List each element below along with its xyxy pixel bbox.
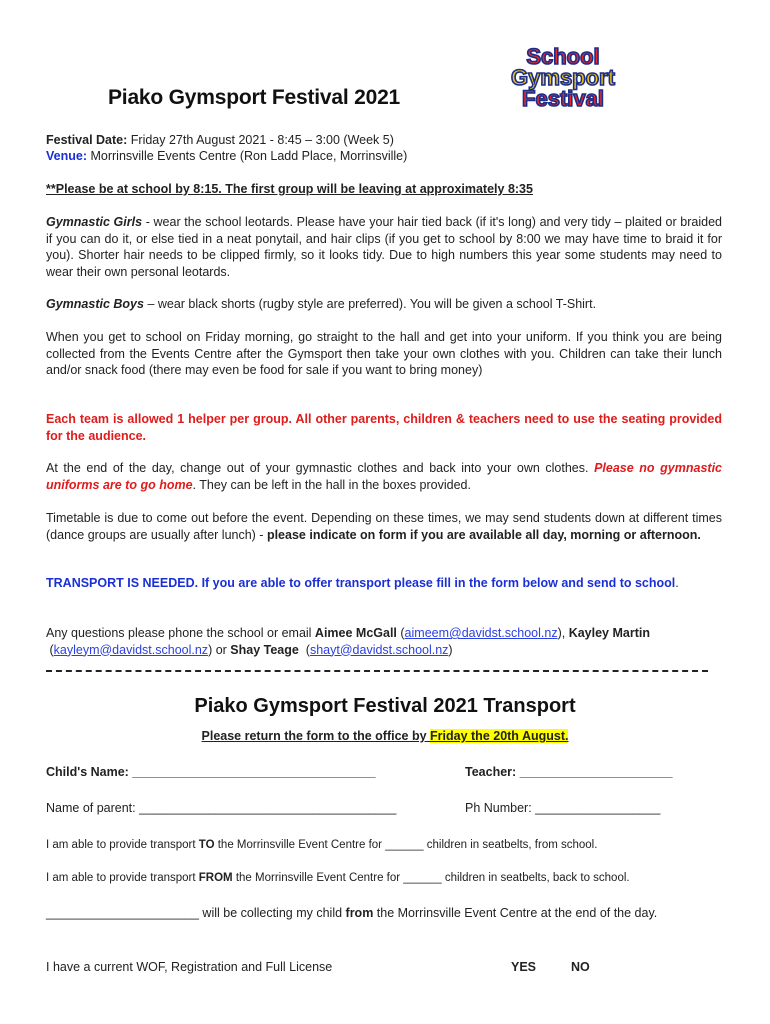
form-instruction [0,728,770,745]
transport-from-line[interactable] [46,870,630,887]
timetable-text: Timetable is due to come out before the event. Depending on these times, we may send students down at different times (dance groups are usually after lunch) - [46,511,722,542]
transport-to-post: the Morrinsville Event Centre for ______ children in seatbelts, from school. [214,839,598,851]
end-of-day-paragraph [46,460,722,493]
venue-value: Morrinsville Events Centre (Ron Ladd Place, Morrinsville) [90,149,408,163]
girls-label: Gymnastic Girls [46,215,143,229]
end-day-text-2: . They can be left in the hall in the boxes provided. [192,477,471,492]
morning-paragraph: When you get to school on Friday morning, go straight to the hall and get into your uniform. If you think you are being collected from the Events Centre after the Gymsport then take your own clothes with you. Children can take their lunch and/or snack food (there may even be food for sale if you want to bring money) [46,330,722,377]
parent-name-field[interactable]: Name of parent: _____________________________________ [46,801,397,815]
timetable-bold: please indicate on form if you are available all day, morning or afternoon. [266,527,701,542]
boys-paragraph [46,296,722,313]
collection-key: from [345,906,374,920]
no-option[interactable]: NO [571,960,590,974]
child-name-field[interactable]: Child's Name: ___________________________________ [46,765,376,779]
collection-post: the Morrinsville Event Centre at the end of the day. [373,906,658,920]
contact-name-1: Aimee McGall [314,626,397,640]
logo-line-3: Festival [522,86,604,110]
form-title: Piako Gymsport Festival 2021 Transport [194,695,576,717]
transport-from-key: FROM [198,872,233,884]
venue-label: Venue: [46,149,87,163]
transport-from-pre: I am able to provide transport [46,872,199,884]
teacher-field[interactable]: Teacher: ______________________ [465,765,673,779]
girls-paragraph [46,214,722,280]
girls-text: - wear the school leotards. Please have your hair tied back (if it's long) and very tidy – plaited or braided if you can do it, or else tied in a neat ponytail, and hair clips (if you get to school by 8:00 we may have time to braid it for you). Shorter hair needs to be clipped firmly, so it looks tidy. Due to high numbers this year some students may need to wear their own personal leotards. [46,215,723,279]
boys-text: – wear black shorts (rugby style are preferred). You will be given a school T-Shirt. [143,297,597,311]
contacts-or: or [212,642,231,657]
collection-pre: ______________________ will be collecting my child [46,906,346,920]
form-deadline: Friday the 20th August. [430,729,569,743]
contact-name-2: Kayley Martin [568,626,650,640]
venue-line [46,148,722,165]
helper-paragraph: Each team is allowed 1 helper per group. All other parents, children & teachers need to use the seating provided for the audience. [46,412,722,443]
timetable-paragraph [46,510,722,543]
transport-to-pre: I am able to provide transport [46,839,199,851]
transport-to-key: TO [198,839,215,851]
phone-number-field[interactable]: Ph Number: __________________ [465,801,661,815]
logo-line-2: Gymsport [511,65,615,90]
arrival-notice: **Please be at school by 8:15. The first group will be leaving at approximately 8:35 [46,182,533,196]
cut-line-divider [46,670,708,672]
email-link-1[interactable]: aimeem@davidst.school.nz [404,626,558,640]
page-title: Piako Gymsport Festival 2021 [108,86,401,109]
collection-line[interactable] [46,905,722,922]
contacts-intro: Any questions please phone the school or email [46,626,315,640]
end-day-emphasis: Please no gymnastic uniforms are to go home [46,461,722,492]
transport-to-line[interactable] [46,837,597,854]
contact-name-3: Shay Teage [230,642,299,657]
email-link-3[interactable]: shayt@davidst.school.nz [309,642,449,657]
date-label: Festival Date: [46,133,128,147]
contacts-paragraph: Any questions please phone the school or email Aimee McGall (aimeem@davidst.school.nz), Kayley Martin (kayleym@davidst.school.nz) or Shay Teage (shayt@davidst.school.nz) [46,626,650,657]
wof-statement: I have a current WOF, Registration and Full License [46,960,333,974]
date-value: Friday 27th August 2021 - 8:45 – 3:00 (Week 5) [130,133,394,147]
transport-needed-paragraph [46,575,722,592]
yes-option[interactable]: YES [511,960,537,974]
email-link-2[interactable]: kayleym@davidst.school.nz [53,642,209,657]
boys-label: Gymnastic Boys [46,297,144,311]
transport-needed-tail: . [675,576,679,590]
school-gymsport-festival-logo [472,44,654,110]
end-day-text-1: At the end of the day, change out of your gymnastic clothes and back into your own clothes. [46,461,595,475]
logo-line-1: School [526,44,600,69]
festival-date-line [46,132,722,149]
transport-from-post: the Morrinsville Event Centre for ______ children in seatbelts, back to school. [232,872,630,884]
form-instruction-text: Please return the form to the office by [201,729,431,743]
transport-needed-text: TRANSPORT IS NEEDED. If you are able to offer transport please fill in the form below and send to school [46,576,676,590]
